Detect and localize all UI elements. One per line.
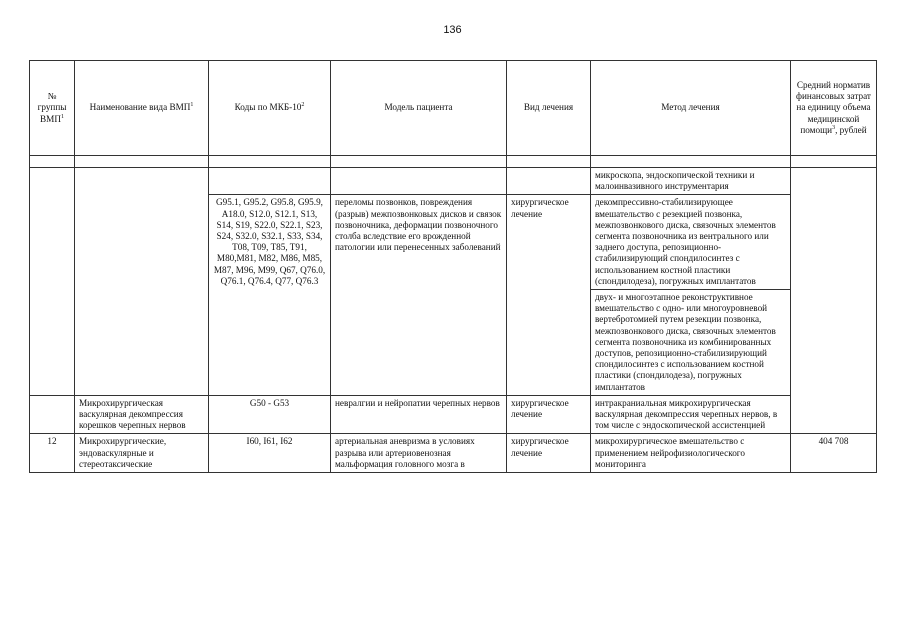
table-row — [30, 168, 877, 195]
treatment-type-cell: хирургическое лечение — [507, 434, 591, 473]
method-cell: микроскопа, эндоскопической техники и малоинвазивного инструментария — [591, 168, 791, 195]
table-row — [30, 434, 877, 473]
column-number-row — [30, 156, 877, 168]
method-cell: микрохирургическое вмешательство с применением нейрофизиологического мониторинга — [591, 434, 791, 473]
page-number: 136 — [443, 24, 462, 36]
header-method: Метод лечения — [591, 61, 791, 156]
header-codes: Коды по МКБ-$10^2$ — [209, 61, 331, 156]
cost-cell: 404 708 — [791, 434, 877, 473]
header-model: Модель пациента — [331, 61, 507, 156]
group-cell: 12 — [30, 434, 75, 473]
model-cell: переломы позвонков, повреждения (разрыв) межпозвонковых дисков и связок позвоночника, деформации позвоночного столба вследствие его врожденной патологии или перенесенных заболеваний — [331, 195, 507, 395]
method-cell: интракраниальная микрохирургическая васкулярная декомпрессия черепных нервов, в том числе с эндоскопической ассистенцией — [591, 395, 791, 434]
model-cell: невралгии и нейропатии черепных нервов — [331, 395, 507, 434]
method-cell: декомпрессивно-стабилизирующее вмешательство с резекцией позвонка, межпозвонкового диска, связочных элементов сегмента позвоночника из вентрального или заднего доступа, репозиционно-стабилизирующий спондилосинтез с использованием костной пластики (спондилодеза), погружных имплантатов — [591, 195, 791, 290]
codes-cell: G95.1, G95.2, G95.8, G95.9, A18.0, S12.0, S12.1, S13, S14, S19, S22.0, S22.1, S23, S24, S32.0, S32.1, S33, S34, T08, T09, T85, T91, M80,M81, M82, M86, M85, M87, M96, M99, Q67, Q76.0, Q76.1, Q76.4, Q77, Q76.3 — [209, 195, 331, 395]
treatment-type-cell: хирургическое лечение — [507, 395, 591, 434]
vmp-table — [29, 60, 877, 473]
header-treatment-type: Вид лечения — [507, 61, 591, 156]
treatment-type-cell: хирургическое лечение — [507, 195, 591, 395]
model-cell: артериальная аневризма в условиях разрыва или артериовенозная мальформация головного мозга в — [331, 434, 507, 473]
name-cell: Микрохирургическая васкулярная декомпрессия корешков черепных нервов — [75, 395, 209, 434]
table-row — [30, 395, 877, 434]
name-cell: Микрохирургические, эндоваскулярные и стереотаксические — [75, 434, 209, 473]
method-cell: двух- и многоэтапное реконструктивное вмешательство с одно- или многоуровневой вертебротомией путем резекции позвонка, межпозвонкового диска, связочных элементов сегмента позвоночника из комбинированных доступов, репозиционно-стабилизирующий спондилосинтез с использованием костной пластики (спондилодеза), погружных имплантатов — [591, 290, 791, 396]
header-row — [30, 61, 877, 156]
header-group: № группы ВМП$^1$ — [30, 61, 75, 156]
header-cost: Средний норматив финансовых затрат на единицу объема медицинской помощи$^3$, рублей — [791, 61, 877, 156]
header-name: Наименование вида ВМП$^1$ — [75, 61, 209, 156]
codes-cell: I60, I61, I62 — [209, 434, 331, 473]
codes-cell: G50 - G53 — [209, 395, 331, 434]
